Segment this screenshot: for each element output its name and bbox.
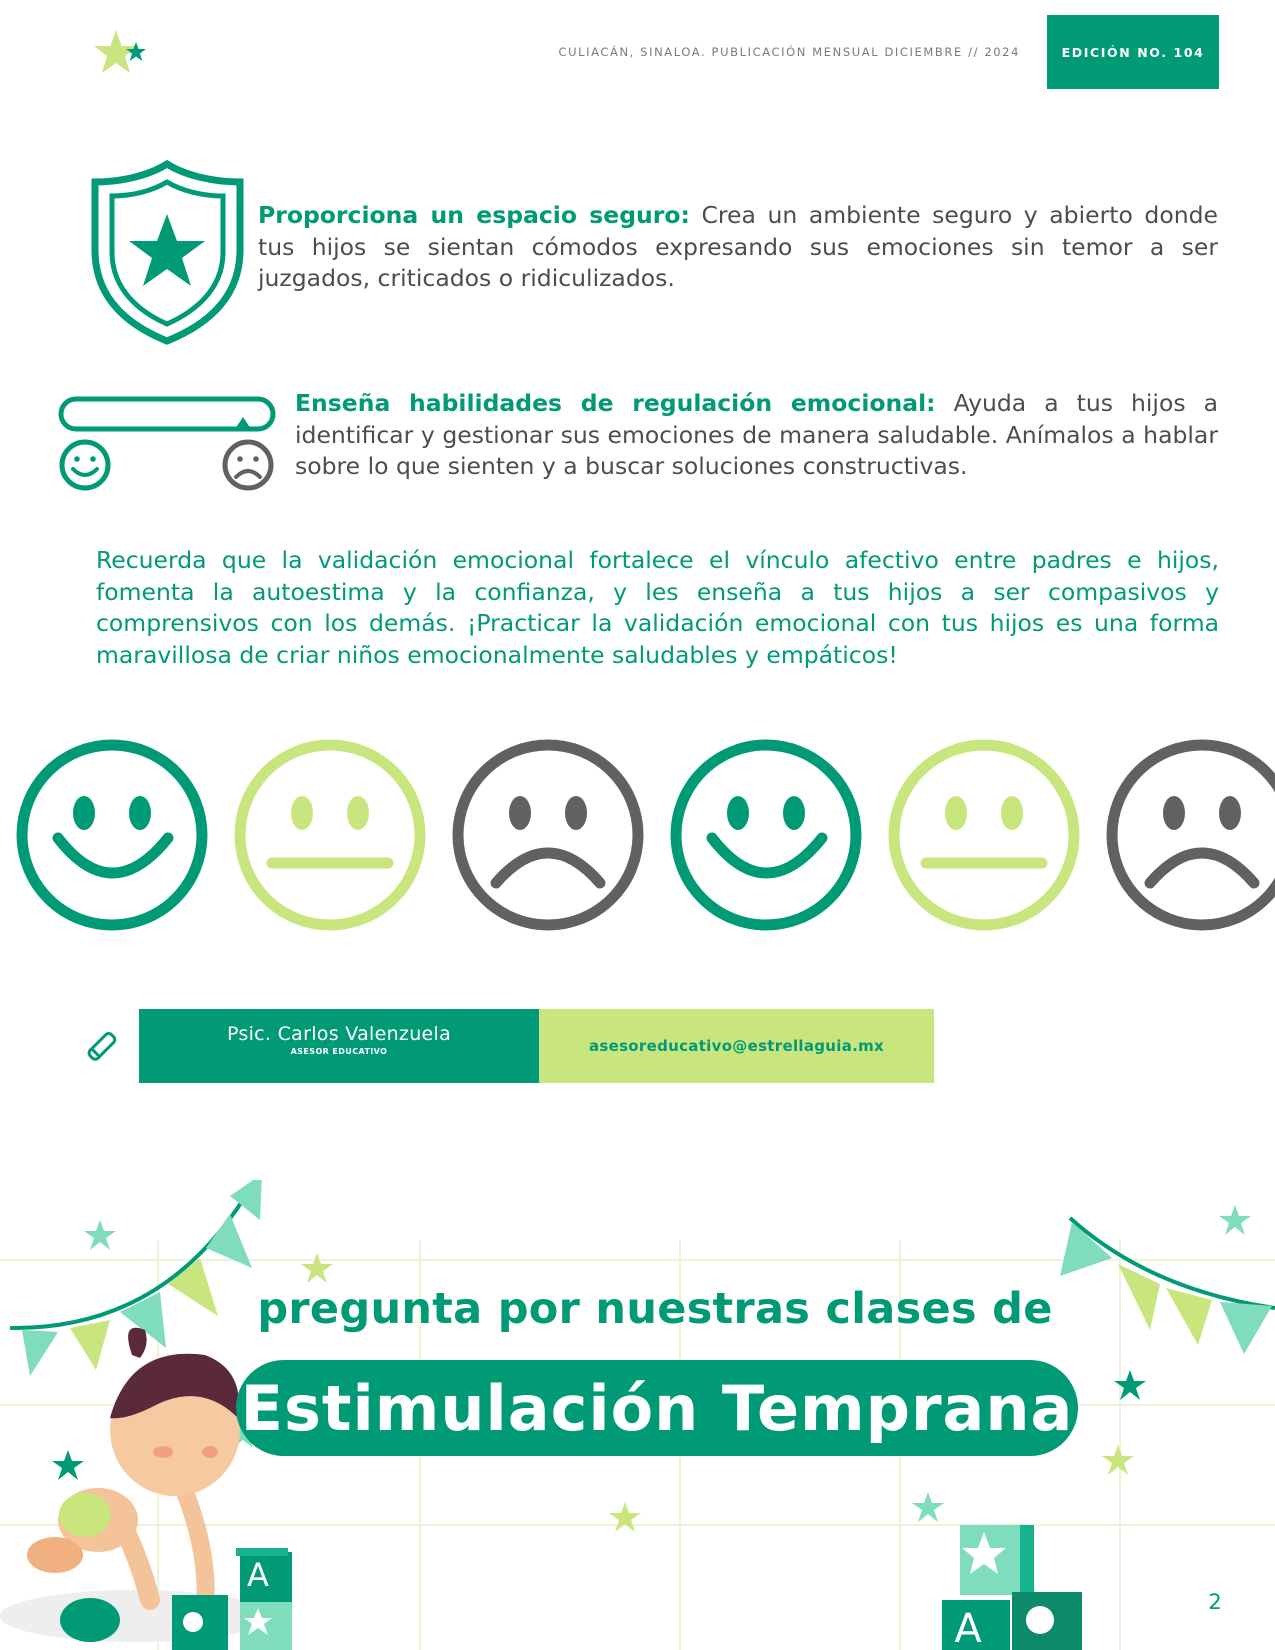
sad-face-icon [458,745,638,925]
faces-row [0,733,1275,933]
edition-badge: EDICIÓN NO. 104 [1047,15,1219,89]
page-number: 2 [1208,1590,1222,1614]
tip-regulation-lead: Enseña habilidades de regulación emocional: [295,389,936,417]
toy-blocks-right-icon [942,1525,1082,1650]
tip-safe-space-body: Crea un ambiente seguro y abierto donde tus hijos se sientan cómodos expresando sus emociones sin temor a ser juzgados, criticados o ridiculizados. [258,201,1218,292]
tip-safe-space [258,200,1218,295]
tip-safe-space-lead: Proporciona un espacio seguro: [258,201,690,229]
pencil-icon [83,1028,123,1064]
author-box [139,1009,539,1083]
promo-line: pregunta por nuestras clases de [257,1284,1053,1334]
happy-face-icon [676,745,856,925]
logo-stars-icon [90,28,152,80]
tip-regulation-body: Ayuda a tus hijos a identificar y gestionar sus emociones de manera saludable. Anímalos a hablar sobre lo que sienten y a buscar soluciones constructivas. [295,389,1218,480]
author-name: Psic. Carlos Valenzuela [226,1023,452,1045]
closing-paragraph: Recuerda que la validación emocional fortalece el vínculo afectivo entre padres e hijos, fomenta la autoestima y la confianza, y les enseña a tus hijos a ser compasivos y comprensivos con los demás. ¡Practicar la validación emocional con tus hijos es una forma maravillosa de criar niños emocionalmente saludables y empáticos! [96,546,1219,669]
author-email[interactable]: asesoreducativo@estrellaguia.mx [539,1009,934,1083]
tip-emotional-regulation [295,388,1218,483]
svg-text:A: A [954,1606,982,1650]
neutral-face-icon [894,745,1074,925]
baby-illustration-icon [0,1328,270,1642]
shield-star-icon [90,160,245,345]
happy-face-icon [22,745,202,925]
header-meta: CULIACÁN, SINALOA. PUBLICACIÓN MENSUAL DICIEMBRE // 2024 [558,45,1020,59]
emotion-slider-icon [55,395,285,495]
svg-text:A: A [247,1556,269,1594]
neutral-face-icon [240,745,420,925]
sad-face-icon [1112,745,1275,925]
author-role: ASESOR EDUCATIVO [290,1047,388,1056]
promo-highlight: Estimulación Temprana [236,1360,1078,1456]
